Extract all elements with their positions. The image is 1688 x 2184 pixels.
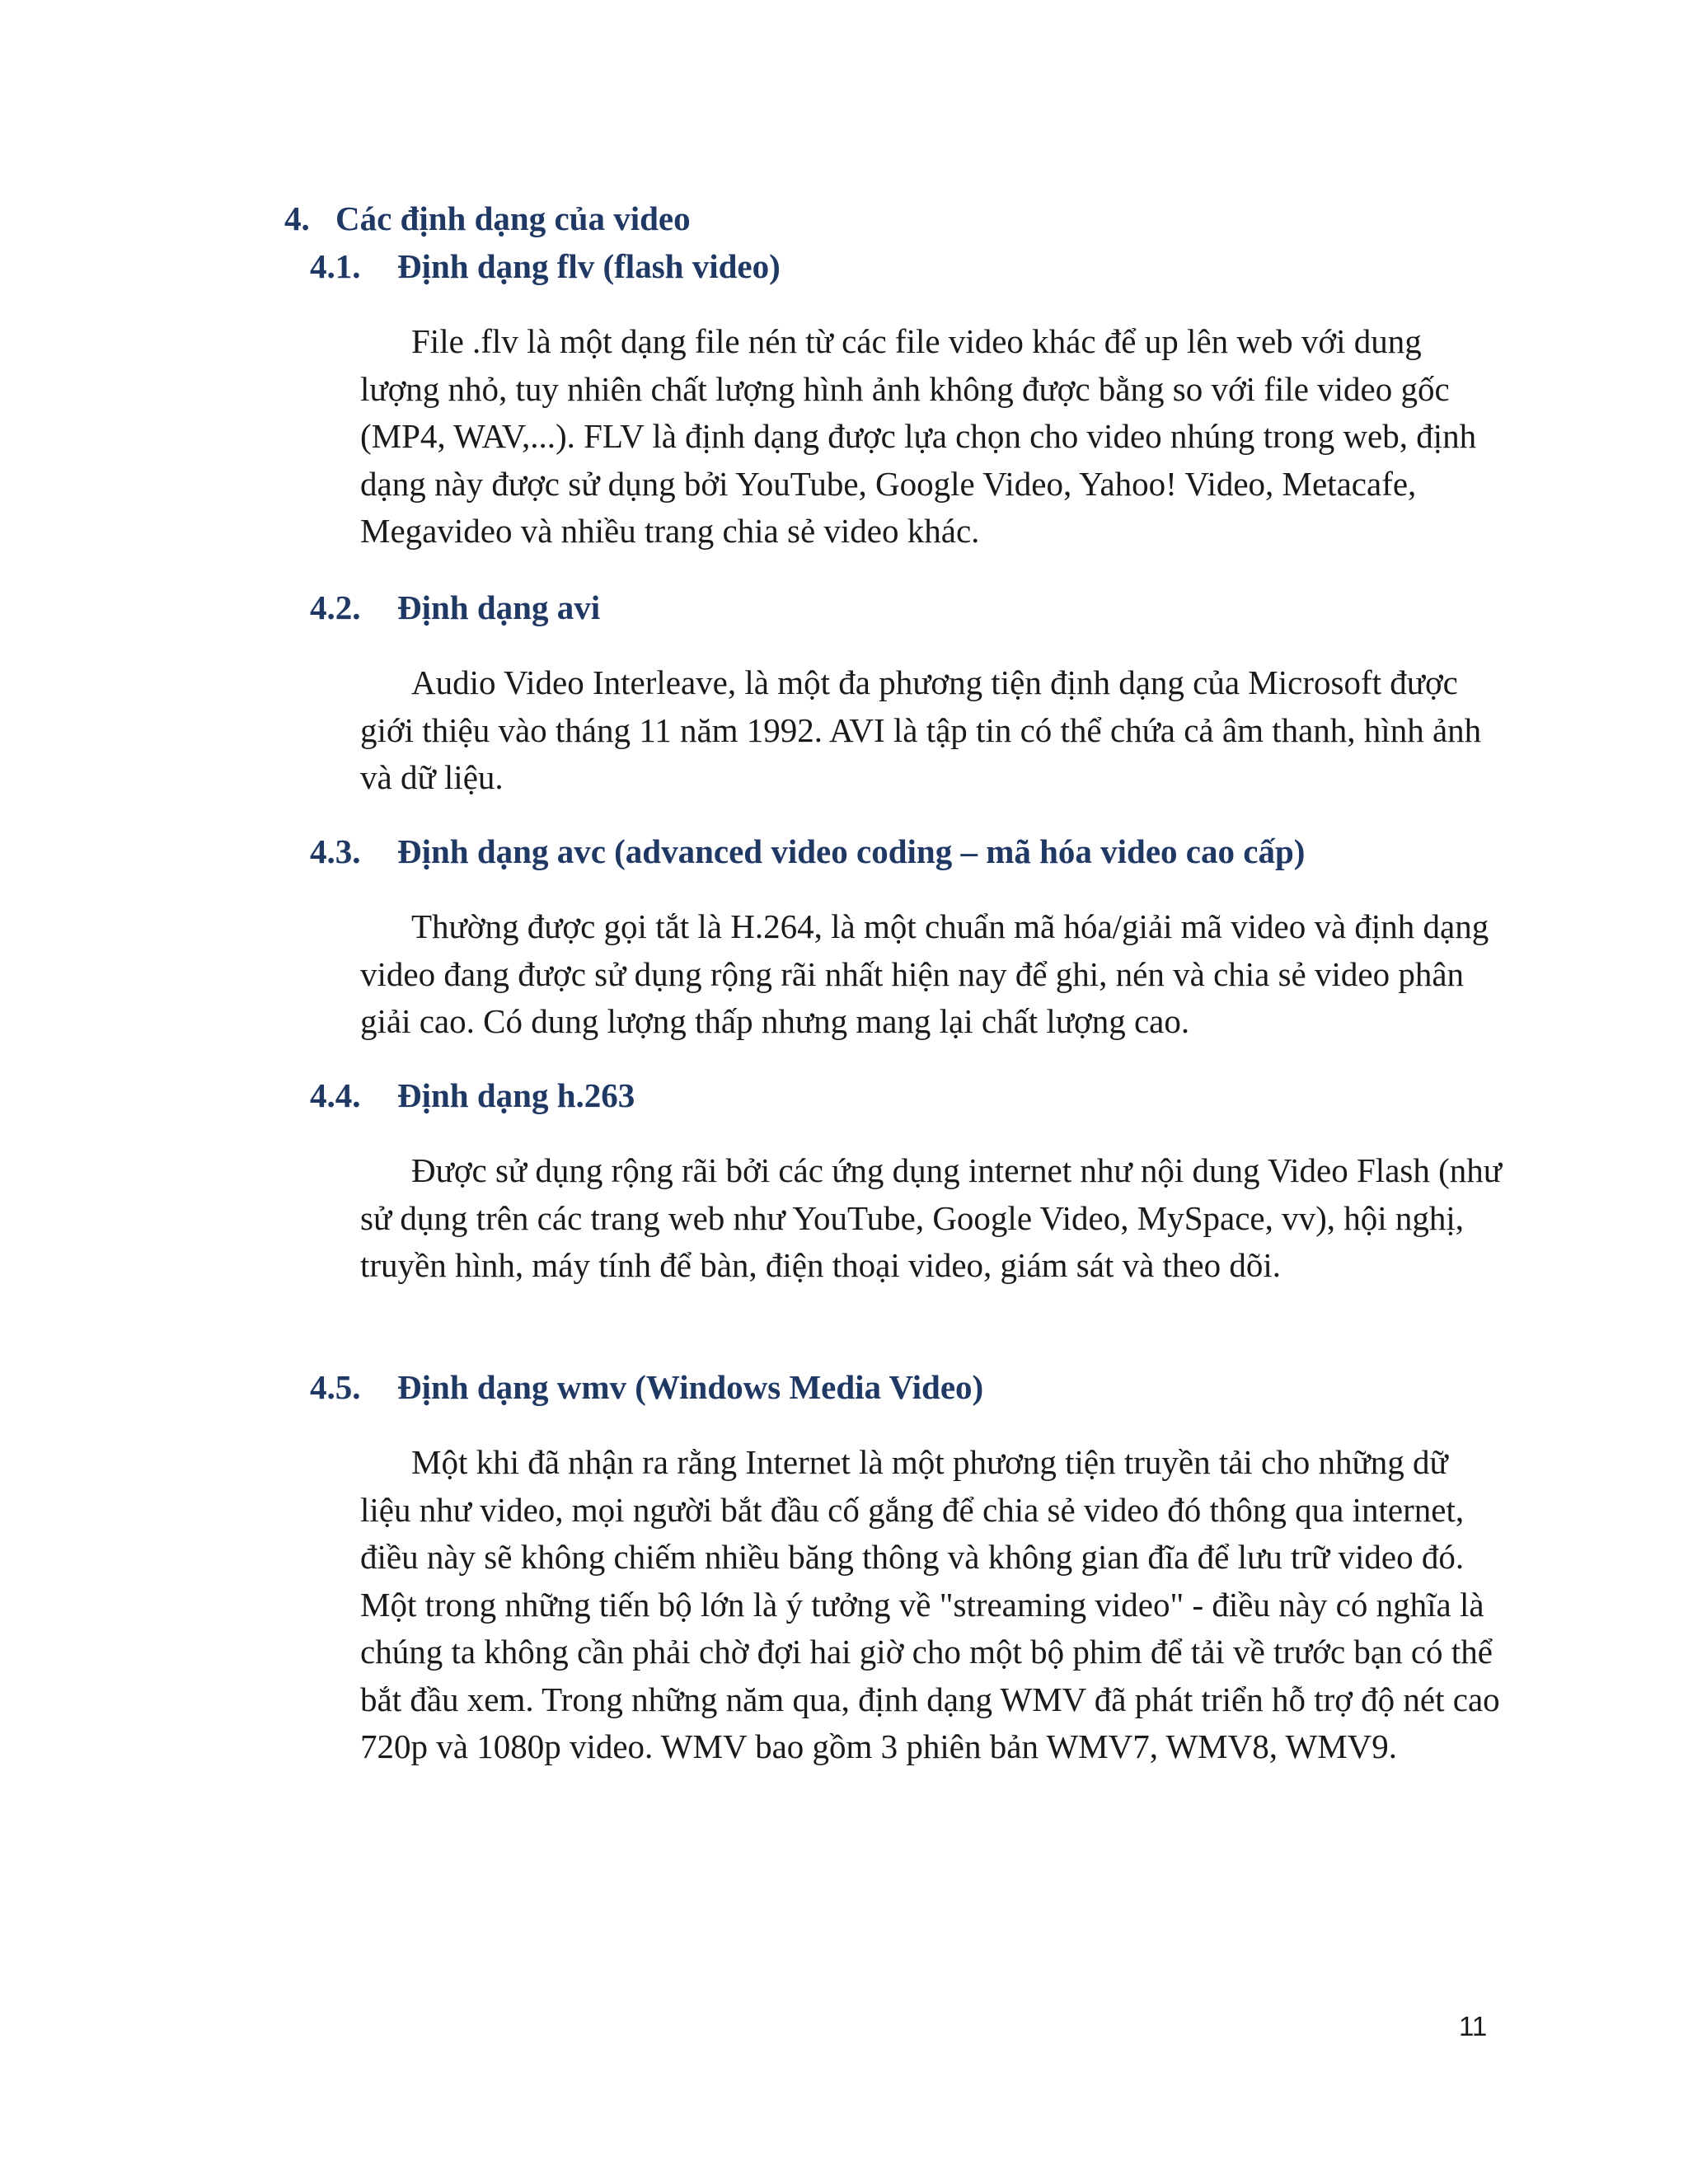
subsection-title: Định dạng avi [397,588,601,626]
section-title: Các định dạng của video [335,199,691,237]
subsection-number: 4.1. [310,247,361,285]
paragraph-wmv: Một khi đã nhận ra rằng Internet là một phương tiện truyền tải cho những dữ liệu như video, mọi người bắt đầu cố gắng để chia sẻ video đó thông qua internet, điều này sẽ không chiếm nhiều băng thông và không gian đĩa để lưu trữ video đó. Một trong những tiến bộ lớn là ý tưởng về "streaming video" - điều này có nghĩa là chúng ta không cần phải chờ đợi hai giờ cho một bộ phim để tải về trước bạn có thể bắt đầu xem. Trong những năm qua, định dạng WMV đã phát triển hỗ trợ độ nét cao 720p và 1080p video. WMV bao gồm 3 phiên bản WMV7, WMV8, WMV9. [360,1443,1500,1765]
paragraph-flv: File .flv là một dạng file nén từ các file video khác để up lên web với dung lượng nhỏ, tuy nhiên chất lượng hình ảnh không được bằng so với file video gốc (MP4, WAV,...). FLV là định dạng được lựa chọn cho video nhúng trong web, định dạng này được sử dụng bởi YouTube, Google Video, Yahoo! Video, Metacafe, Megavideo và nhiều trang chia sẻ video khác. [360,322,1477,550]
subsection-heading-4-4 [310,1073,635,1118]
subsection-heading-4-5 [310,1365,983,1409]
paragraph-avc: Thường được gọi tắt là H.264, là một chuẩn mã hóa/giải mã video và định dạng video đang được sử dụng rộng rãi nhất hiện nay để ghi, nén và chia sẻ video phân giải cao. Có dung lượng thấp nhưng mang lại chất lượng cao. [360,907,1489,1040]
subsection-heading-4-3 [310,829,1305,874]
paragraph-avi: Audio Video Interleave, là một đa phương tiện định dạng của Microsoft được giới thiệu vào tháng 11 năm 1992. AVI là tập tin có thể chứa cả âm thanh, hình ảnh và dữ liệu. [360,663,1482,796]
subsection-number: 4.3. [310,832,361,870]
subsection-number: 4.5. [310,1368,361,1406]
subsection-heading-4-1 [310,244,781,288]
section-heading [284,196,691,241]
subsection-heading-4-2 [310,585,600,630]
subsection-title: Định dạng flv (flash video) [397,247,781,285]
page-number: 11 [1459,2011,1488,2041]
subsection-number: 4.4. [310,1076,361,1114]
subsection-title: Định dạng h.263 [397,1076,635,1114]
subsection-title: Định dạng avc (advanced video coding – mã hóa video cao cấp) [397,832,1306,870]
subsection-title: Định dạng wmv (Windows Media Video) [397,1368,984,1406]
section-number: 4. [284,199,310,237]
subsection-number: 4.2. [310,588,361,626]
paragraph-h263: Được sử dụng rộng rãi bởi các ứng dụng internet như nội dung Video Flash (như sử dụng trên các trang web như YouTube, Google Video, MySpace, vv), hội nghị, truyền hình, máy tính để bàn, điện thoại video, giám sát và theo dõi. [360,1151,1502,1284]
